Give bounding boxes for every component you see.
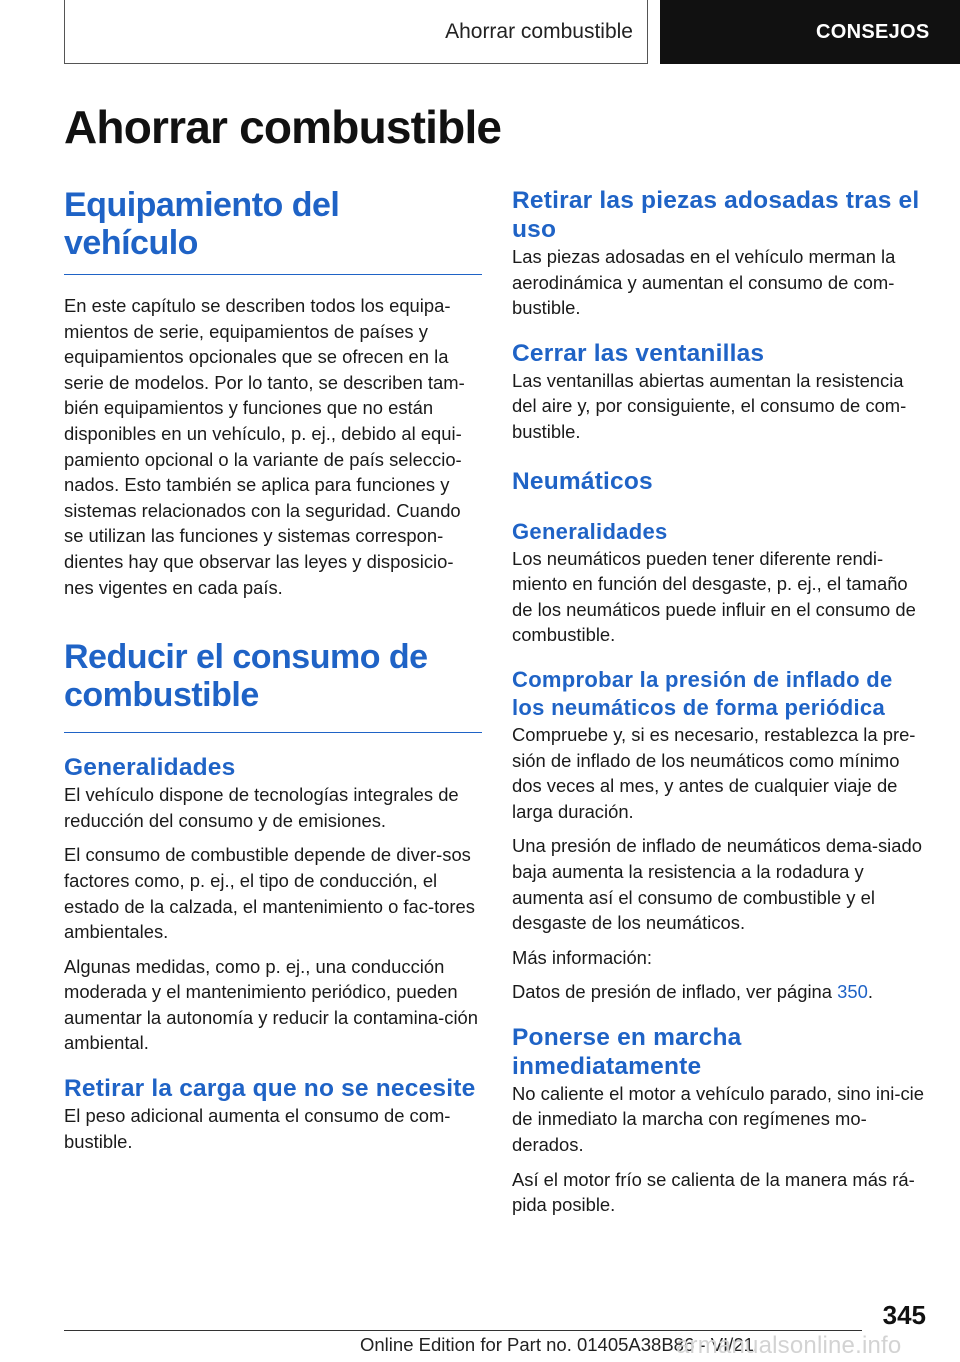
paragraph-presion-baja: Una presión de inflado de neumáticos dema-siado baja aumenta la resistencia a la rodadura y aumenta así el consumo de combustible y el desgaste de los neumáticos. [512, 835, 922, 934]
subheading-neumaticos-generalidades: Generalidades [512, 518, 668, 544]
paragraph-mas-informacion: Más información: [512, 946, 653, 968]
subheading-cerrar-ventanillas: Cerrar las ventanillas [512, 339, 765, 367]
left-column [64, 186, 482, 1154]
paragraph-tecnologias: El vehículo dispone de tecnologías integrales de reducción del consumo y de emisiones. [64, 784, 459, 831]
running-header-chapter [660, 0, 960, 64]
page-number: 345 [882, 1300, 926, 1330]
paragraph-ventanillas: Las ventanillas abiertas aumentan la resistencia del aire y, por consiguiente, el consumo de com-bustible. [512, 369, 907, 442]
paragraph-comprobar-presion: Compruebe y, si es necesario, restablezca la pre-sión de inflado de los neumáticos como mínimo dos veces al mes, y antes de cualquier viaje de larga duración. [512, 723, 916, 822]
right-column [512, 186, 930, 1218]
paragraph-motor-frio: Así el motor frío se calienta de la manera más rá-pida posible. [512, 1168, 915, 1216]
heading-reducir-consumo: Reducir el consumo de combustible [64, 638, 482, 733]
heading-equipamiento: Equipamiento del vehículo [64, 186, 482, 275]
paragraph-neumaticos-generalidades: Los neumáticos pueden tener diferente rendi-miento en función del desgaste, p. ej., el tamaño de los neumáticos puede influir en el consumo de combustible. [512, 547, 916, 646]
subheading-generalidades: Generalidades [64, 754, 236, 782]
paragraph-no-calentar-motor: No caliente el motor a vehículo parado, sino ini-cie de inmediato la marcha con regímenes mo-derados. [512, 1082, 924, 1156]
paragraph-piezas-adosadas: Las piezas adosadas en el vehículo merman la aerodinámica y aumentan el consumo de com-bustible. [512, 246, 896, 319]
running-header-section [64, 0, 648, 64]
paragraph-datos-presion [512, 979, 930, 1005]
page-reference-link[interactable]: 350 [837, 981, 868, 1003]
subheading-piezas-adosadas: Retirar las piezas adosadas tras el uso [512, 187, 920, 243]
paragraph-factores: El consumo de combustible depende de diver-sos factores como, p. ej., el tipo de conducción, el estado de la calzada, el mantenimiento o fac-tores ambientales. [64, 844, 475, 943]
footer-edition: Online Edition for Part no. 01405A38B86 - VI/21 [360, 1334, 754, 1355]
subheading-retirar-carga: Retirar la carga que no se necesite [64, 1075, 476, 1103]
running-header-section-label: Ahorrar combustible [445, 19, 633, 43]
footer-divider [64, 1330, 862, 1331]
subheading-comprobar-presion: Comprobar la presión de inflado de los neumáticos de forma periódica [512, 666, 893, 720]
paragraph-medidas: Algunas medidas, como p. ej., una conducción moderada y el mantenimiento periódico, pueden aumentar la autonomía y reducir la contamina-ción ambiental. [64, 955, 479, 1054]
running-header-chapter-label: CONSEJOS [816, 20, 930, 43]
watermark: armanualsonline.info [676, 1332, 902, 1359]
paragraph-peso-adicional: El peso adicional aumenta el consumo de com-bustible. [64, 1105, 451, 1152]
page-title: Ahorrar combustible [64, 101, 502, 153]
reference-text: Datos de presión de inflado, ver página [512, 981, 838, 1003]
paragraph-equipamiento: En este capítulo se describen todos los equipa-mientos de serie, equipamientos de países y equipamientos opcionales que se ofrecen en la serie de modelos. Por lo tanto, se describen tam-bién equipamientos y funciones que no están disponibles en un vehículo, p. ej., debido al equi-pamiento opcional o la variante de país seleccio-nados. Esto también se aplica para funciones y sistemas relacionados con la seguridad. Cuando se utilizan las funciones y sistemas correspon-dientes hay que observar las leyes y disposicio-nes vigentes en cada país. [64, 295, 465, 598]
reference-period: . [867, 981, 873, 1003]
subheading-neumaticos: Neumáticos [512, 467, 653, 495]
subheading-ponerse-en-marcha: Ponerse en marcha inmediatamente [512, 1023, 742, 1080]
